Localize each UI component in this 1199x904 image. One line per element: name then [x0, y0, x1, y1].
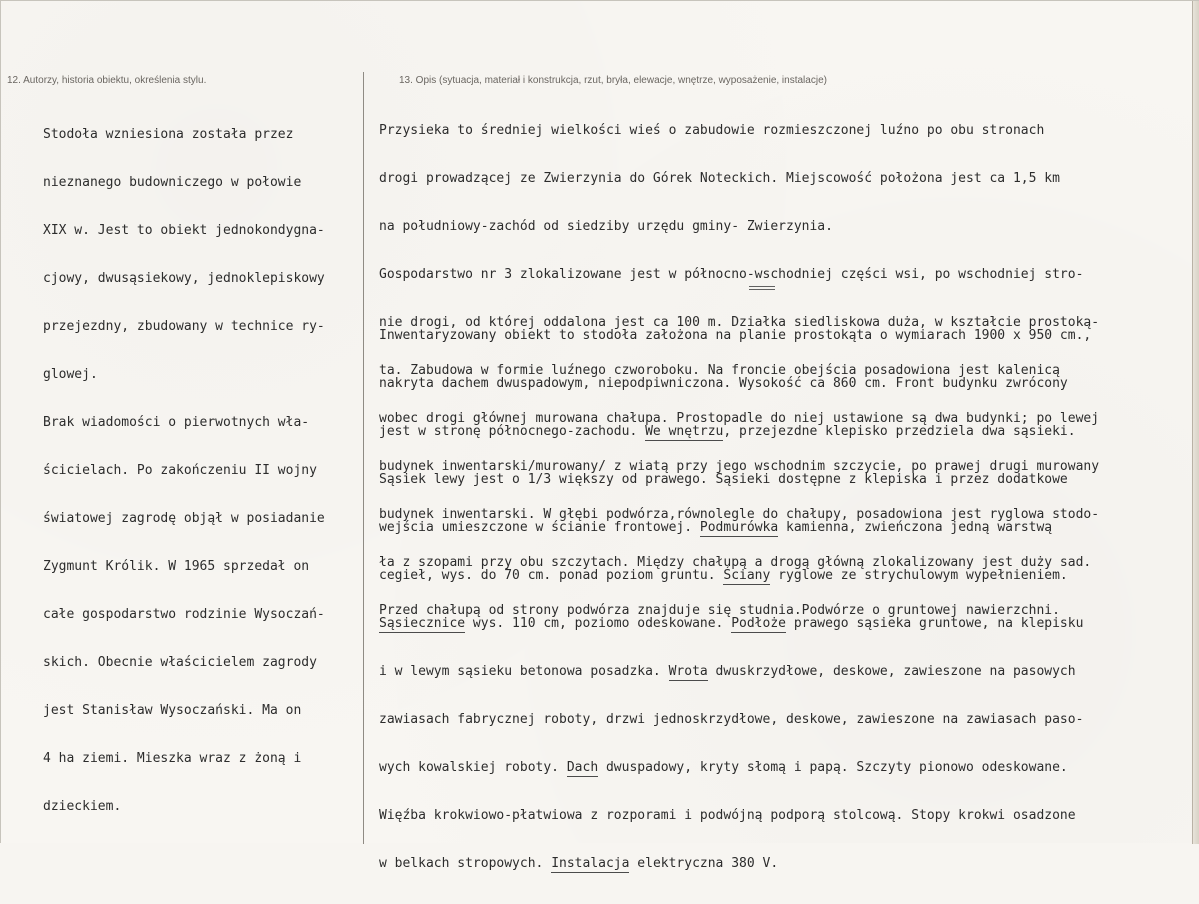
- left-line: całe gospodarstwo rodzinie Wysoczań-: [43, 607, 325, 622]
- left-line: Stodoła wzniesiona została przez: [43, 127, 294, 142]
- right-line: jest w stronę północnego-zachodu. We wnętrzu, przejezdne klepisko przedziela dwa sąsieki.: [379, 424, 1076, 439]
- left-line: skich. Obecnie właścicielem zagrody: [43, 655, 317, 670]
- left-line: Brak wiadomości o pierwotnych wła-: [43, 415, 310, 430]
- right-line: nie drogi, od której oddalona jest ca 100 m. Działka siedliskowa duża, w kształcie prostoką-: [379, 315, 1100, 330]
- right-line: wych kowalskiej roboty. Dach dwuspadowy, kryty słomą i papą. Szczyty pionowo odeskowane.: [379, 760, 1068, 775]
- right-line: budynek inwentarski. W głębi podwórza,równolegle do chałupy, posadowiona jest ryglowa stodo-: [379, 507, 1100, 522]
- right-line: ła z szopami przy obu szczytach. Między chałupą a drogą główną zlokalizowany jest duży sad.: [379, 555, 1092, 570]
- right-line: nakryta dachem dwuspadowym, niepodpiwniczona. Wysokość ca 860 cm. Front budynku zwrócony: [379, 376, 1068, 391]
- right-line: drogi prowadzącej ze Zwierzynia do Górek Noteckich. Miejscowość położona jest ca 1,5 km: [379, 171, 1060, 186]
- right-line: Więźba krokwiowo-płatwiowa z rozporami i podwójną podporą stolcową. Stopy krokwi osadzone: [379, 808, 1076, 823]
- paper-edge: [1192, 1, 1199, 844]
- right-line: Przysieka to średniej wielkości wieś o zabudowie rozmieszczonej luźno po obu stronach: [379, 123, 1045, 138]
- right-line: ta. Zabudowa w formie luźnego czworoboku. Na froncie obejścia posadowiona jest kalenicą: [379, 363, 1060, 378]
- left-section-body: [43, 95, 325, 847]
- right-line: na południowy-zachód od siedziby urzędu gminy- Zwierzynia.: [379, 219, 833, 234]
- right-line: Gospodarstwo nr 3 zlokalizowane jest w północno-wschodniej części wsi, po wschodniej stro-: [379, 267, 1084, 282]
- left-line: nieznanego budowniczego w połowie: [43, 175, 302, 190]
- left-section-heading: 12. Autorzy, historia obiektu, określenia stylu.: [7, 75, 207, 86]
- right-line: budynek inwentarski/murowany/ z wiatą przy jego wschodnim szczycie, po prawej drugi murowany: [379, 459, 1100, 474]
- right-line: wejścia umieszczone w ścianie frontowej. Podmurówka kamienna, zwieńczona jedną warstwą: [379, 520, 1053, 535]
- right-paragraph-2: [379, 296, 1091, 904]
- left-line: dzieckiem.: [43, 799, 122, 814]
- right-line: Sąsiek lewy jest o 1/3 większy od prawego. Sąsieki dostępne z klepiska i przez dodatkowe: [379, 472, 1068, 487]
- right-line: w belkach stropowych. Instalacja elektryczna 380 V.: [379, 856, 779, 871]
- column-divider: [363, 72, 364, 844]
- right-line: Przed chałupą od strony podwórza znajduje się studnia.Podwórze o gruntowej nawierzchni.: [379, 603, 1060, 618]
- right-line: wobec drogi głównej murowana chałupa. Prostopadle do niej ustawione są dwa budynki; po lewej: [379, 411, 1100, 426]
- left-line: glowej.: [43, 367, 98, 382]
- left-line: światowej zagrodę objął w posiadanie: [43, 511, 325, 526]
- right-line: zawiasach fabrycznej roboty, drzwi jednoskrzydłowe, deskowe, zawieszone na zawiasach paso-: [379, 712, 1084, 727]
- right-line: Sąsiecznice wys. 110 cm, poziomo odeskowane. Podłoże prawego sąsieka gruntowe, na klepisku: [379, 616, 1084, 631]
- right-section-heading: 13. Opis (sytuacja, materiał i konstrukcja, rzut, bryła, elewacje, wnętrze, wyposażenie, instalacje): [399, 75, 827, 86]
- left-line: 4 ha ziemi. Mieszka wraz z żoną i: [43, 751, 302, 766]
- left-line: przejezdny, zbudowany w technice ry-: [43, 319, 325, 334]
- left-line: ścicielach. Po zakończeniu II wojny: [43, 463, 317, 478]
- left-line: cjowy, dwusąsiekowy, jednoklepiskowy: [43, 271, 325, 286]
- left-line: jest Stanisław Wysoczański. Ma on: [43, 703, 302, 718]
- section-separator: [749, 286, 775, 290]
- right-line: cegieł, wys. do 70 cm. ponad poziom gruntu. Ściany ryglowe ze strychulowym wypełnieniem.: [379, 568, 1068, 583]
- right-line: i w lewym sąsieku betonowa posadzka. Wrota dwuskrzydłowe, deskowe, zawieszone na pasowych: [379, 664, 1076, 679]
- left-line: XIX w. Jest to obiekt jednokondygna-: [43, 223, 325, 238]
- right-line: Inwentaryzowany obiekt to stodoła założona na planie prostokąta o wymiarach 1900 x 950 cm.,: [379, 328, 1092, 343]
- left-line: Zygmunt Królik. W 1965 sprzedał on: [43, 559, 310, 574]
